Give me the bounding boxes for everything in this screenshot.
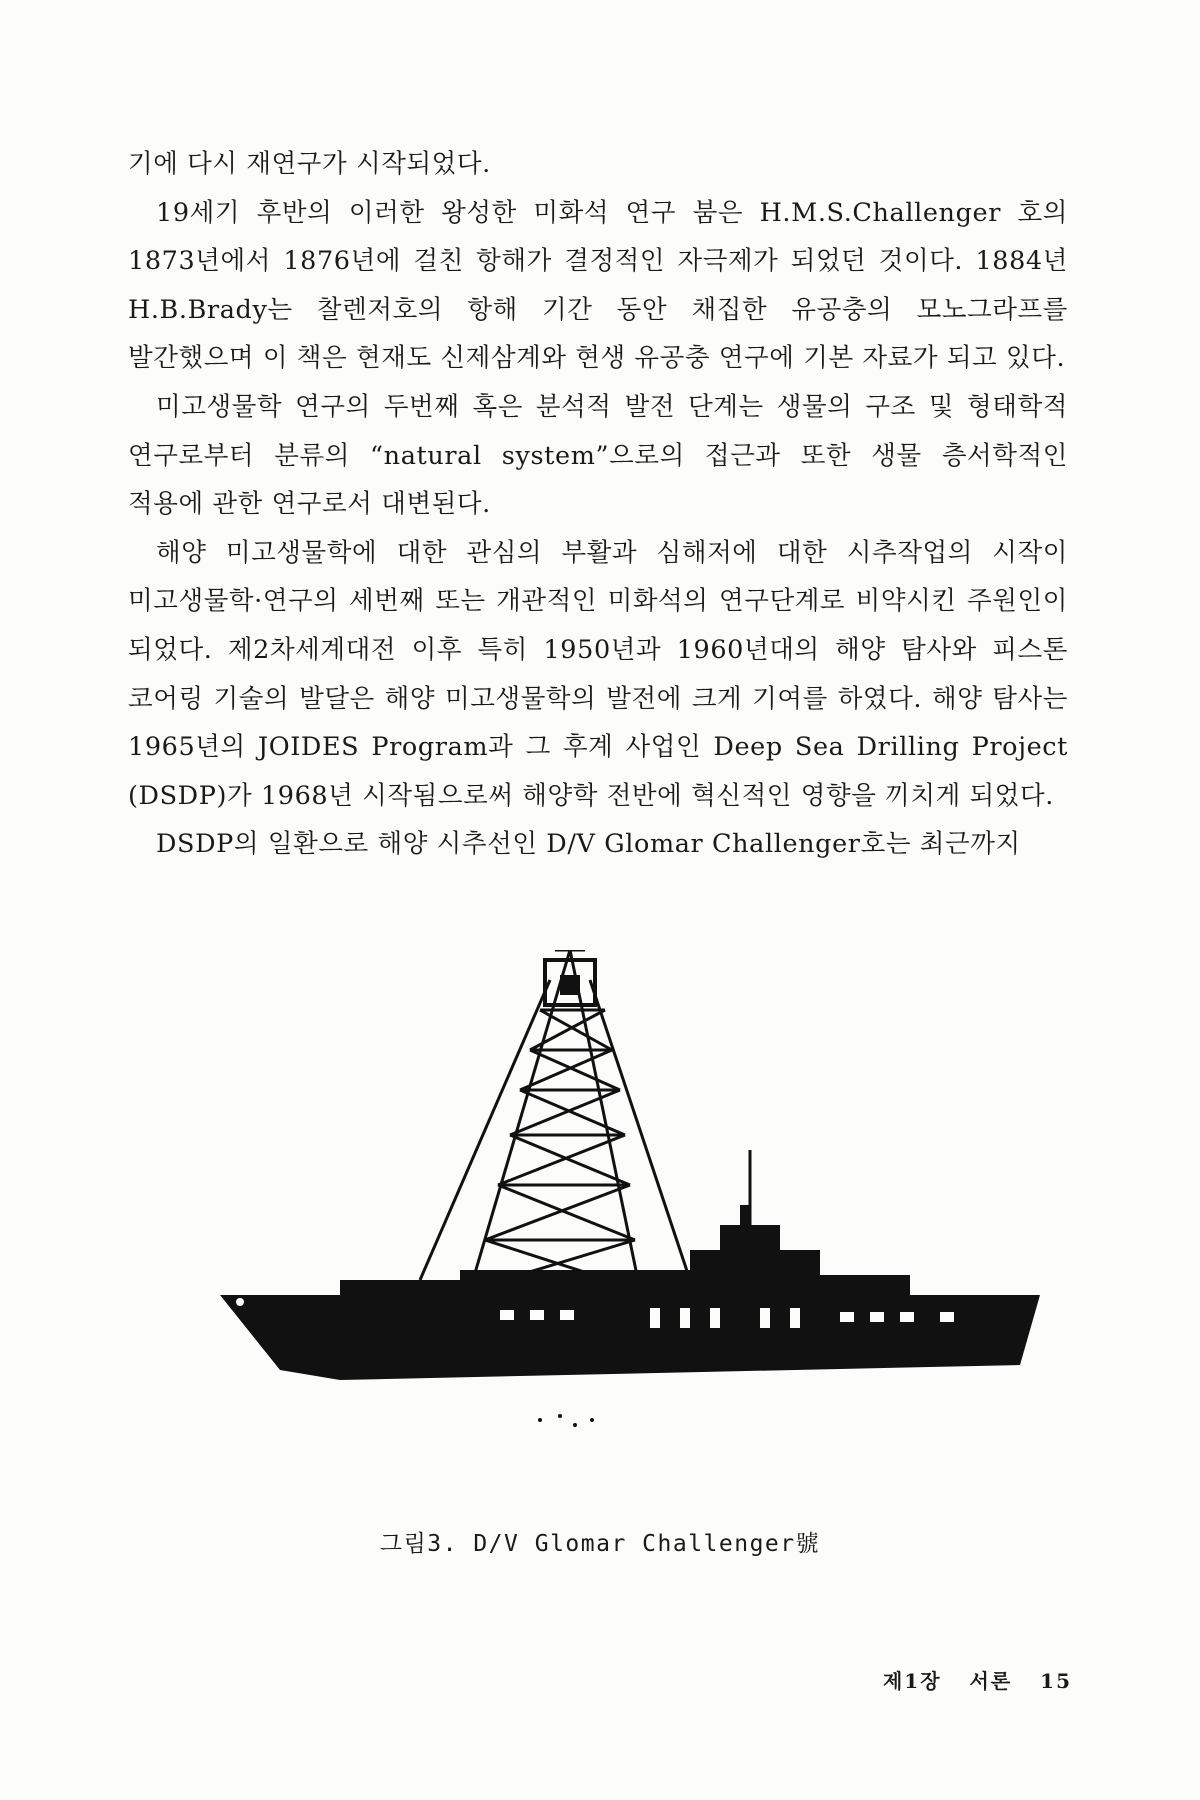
paragraph-dsdp: DSDP의 일환으로 해양 시추선인 D/V Glomar Challenger호는 최근까지 (156, 829, 1021, 860)
paragraph-second-stage: 미고생물학 연구의 두번째 혹은 분석적 발전 단계는 생물의 구조 및 형태학적 연구로부터 분류의 “natural system”으로의 접근과 또한 생물 층서학적인 적용에 관한 연구로서 대변된다. (128, 391, 1068, 520)
paragraph-challenger: 19세기 후반의 이러한 왕성한 미화석 연구 붐은 H.M.S.Challenger 호의 1873년에서 1876년에 걸친 항해가 결정적인 자극제가 되었던 것이다. 1884년 H.B.Brady는 찰렌저호의 항해 기간 동안 채집한 유공충의 모노그라프를 발간했으며 이 책은 현재도 신제삼계와 현생 유공충 연구에 기본 자료가 되고 있다. (128, 197, 1068, 374)
paragraph-third-stage: 해양 미고생물학에 대한 관심의 부활과 심해저에 대한 시추작업의 시작이 미고생물학·연구의 세번째 또는 개관적인 미화석의 연구단계로 비약시킨 주원인이 되었다. 제2차세계대전 이후 특히 1950년과 1960년대의 해양 탐사와 피스톤 코어링 기술의 발달은 해양 미고생물학의 발전에 크게 기여를 하였다. 해양 탐사는 1965년의 JOIDES Program과 그 후계 사업인 Deep Sea Drilling Project (DSDP)가 1968년 시작됨으로써 해양학 전반에 혁신적인 영향을 끼치게 되었다. (128, 537, 1068, 811)
footer-section: 서론 (969, 1669, 1013, 1693)
page-footer (883, 1665, 1072, 1694)
body-text (128, 140, 1068, 869)
page-number: 15 (1040, 1669, 1072, 1693)
paragraph-continuation: 기에 다시 재연구가 시작되었다. (128, 149, 491, 179)
figure-drilling-ship (220, 950, 1060, 1470)
figure-caption: 그림3. D/V Glomar Challenger號 (379, 1531, 821, 1557)
drilling-ship-icon (220, 950, 1060, 1470)
footer-chapter: 제1장 (882, 1669, 942, 1693)
